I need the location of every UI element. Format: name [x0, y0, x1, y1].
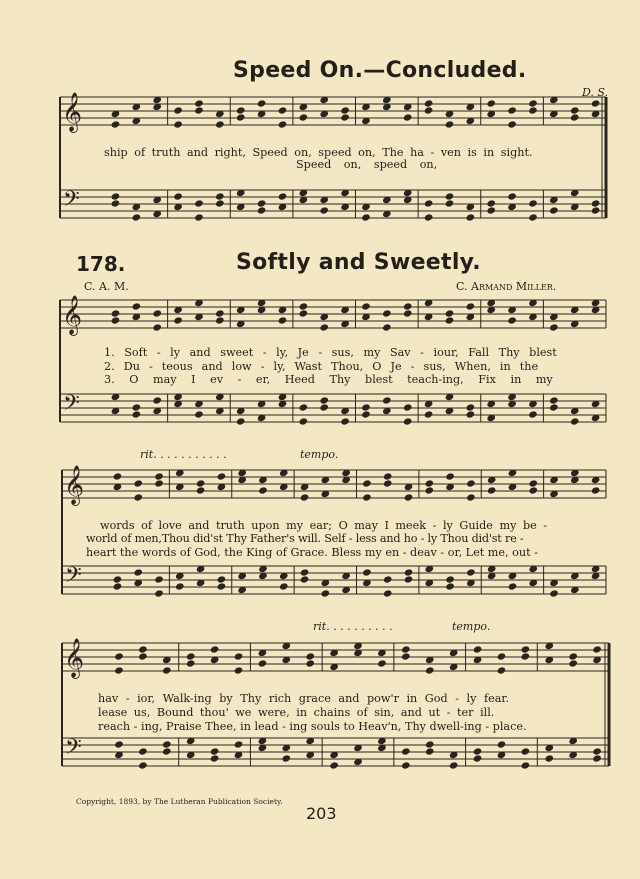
verse-1-line-3: hav - ior, Walk-ing by Thy rich grace and pow'r in God - ly fear. — [98, 692, 510, 705]
section-title-speed-on: Speed On.—Concluded. — [233, 58, 527, 83]
verse-3-line-3: reach - ing, Praise Thee, in lead - ing souls to Heav'n, Thy dwell-ing - place. — [98, 720, 527, 733]
svg-text:𝄞: 𝄞 — [64, 465, 85, 505]
tempo-mark-2: tempo. — [452, 620, 491, 633]
verse-1-line-2: words of love and truth upon my ear; O may I meek - ly Guide my be - — [100, 519, 548, 532]
svg-text:𝄞: 𝄞 — [62, 295, 83, 335]
svg-text:𝄢: 𝄢 — [65, 735, 82, 765]
tempo-mark-1: tempo. — [300, 448, 339, 461]
verse-1-line-1: 1. Soft - ly and sweet - ly, Je - sus, my Sav - iour, Fall Thy blest — [104, 346, 557, 359]
speed-on-lyric-line: ship of truth and right, Speed on, speed on, The ha - ven is in sight. — [104, 146, 533, 159]
treble-staff — [60, 300, 606, 328]
hymn-title: Softly and Sweetly. — [236, 250, 481, 275]
speed-on-echo-line: Speed on, speed on, — [296, 158, 438, 171]
hymn-number: 178. — [76, 252, 126, 276]
bass-staff — [60, 190, 606, 218]
bass-staff — [62, 566, 606, 594]
svg-text:𝄢: 𝄢 — [65, 563, 82, 593]
page-number: 203 — [306, 804, 337, 823]
svg-text:𝄢: 𝄢 — [63, 187, 80, 217]
copyright-notice: Copyright, 1893, by The Lutheran Publication Society. — [76, 797, 283, 806]
svg-text:𝄢: 𝄢 — [63, 391, 80, 421]
rit-mark-2: rit. . . . . . . . . . — [313, 620, 393, 633]
treble-staff — [60, 97, 606, 125]
ds-mark: D. S. — [582, 86, 609, 99]
verse-3-line-2: heart the words of God, the King of Grace. Bless my en - deav - or, Let me, out - — [86, 546, 538, 559]
bass-staff — [60, 394, 606, 422]
verse-2-line-3: lease us, Bound thou' we were, in chains of sin, and ut - ter ill. — [98, 706, 495, 719]
treble-staff — [62, 470, 606, 498]
verse-3-line-1: 3. O may I ev - er, Heed Thy blest teach-ing, Fix in my — [104, 373, 553, 386]
hymn-meter: C. A. M. — [84, 280, 129, 293]
hymn-composer: C. Armand Miller. — [456, 280, 557, 293]
verse-2-line-2: world of men,Thou did'st Thy Father's will. Self - less and ho - ly Thou did'st re - — [86, 532, 524, 545]
svg-text:𝄞: 𝄞 — [62, 92, 83, 132]
rit-mark-1: rit. . . . . . . . . . . — [140, 448, 227, 461]
verse-2-line-1: 2. Du - teous and low - ly, Wast Thou, O Je - sus, When, in the — [104, 360, 539, 373]
svg-text:𝄞: 𝄞 — [64, 638, 85, 678]
